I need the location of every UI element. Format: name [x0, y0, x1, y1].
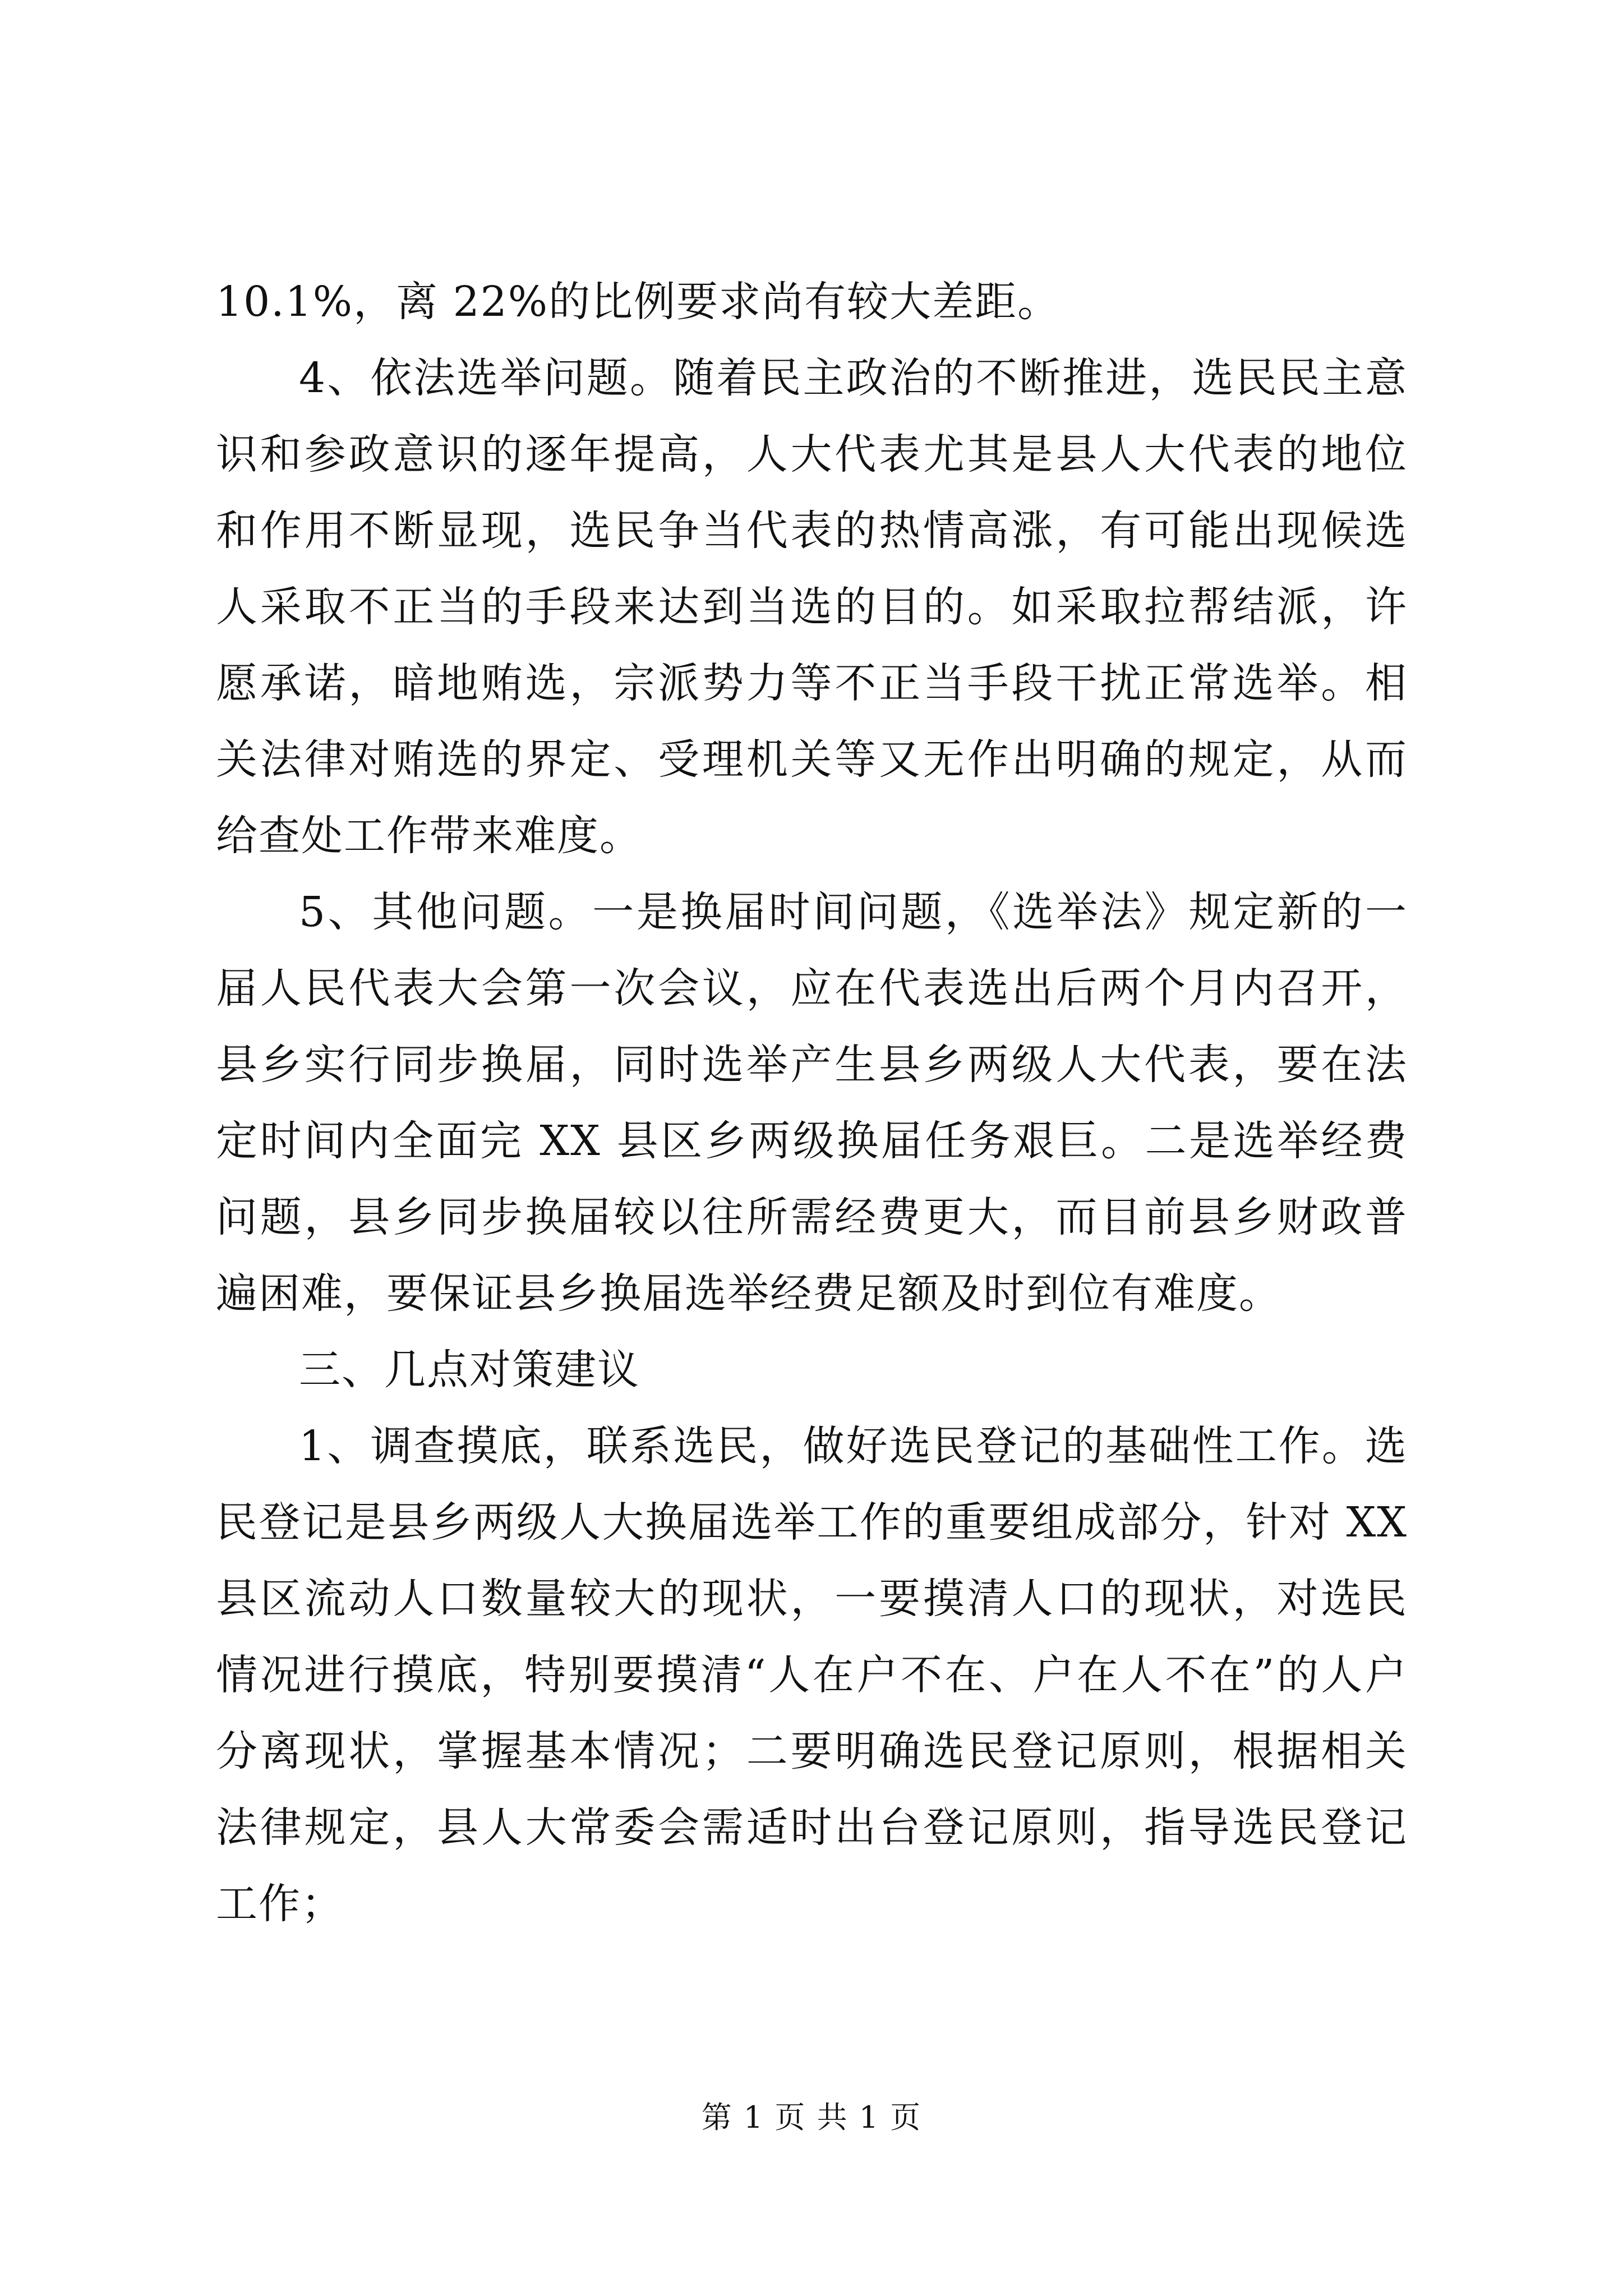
paragraph-other-issues: 5、其他问题。一是换届时间问题，《选举法》规定新的一届人民代表大会第一次会议，应在代表选出后两个月内召开，县乡实行同步换届，同时选举产生县乡两级人大代表，要在法定时间内全面完 XX 县区乡两级换届任务艰巨。二是选举经费问题，县乡同步换届较以往所需经费更大，而目前县乡财政普遍困难，要保证县乡换届选举经费足额及时到位有难度。 [216, 888, 1408, 1318]
paragraph-continuation: 10.1%，离 22%的比例要求尚有较大差距。 [216, 278, 1061, 326]
paragraph-voter-registration: 1、调查摸底，联系选民，做好选民登记的基础性工作。选民登记是县乡两级人大换届选举工作的重要组成部分，针对 XX 县区流动人口数量较大的现状，一要摸清人口的现状，对选民情况进行摸底，特别要摸清“人在户不在、户在人不在”的人户分离现状，掌握基本情况；二要明确选民登记原则，根据相关法律规定，县人大常委会需适时出台登记原则，指导选民登记工作； [216, 1422, 1408, 1928]
section-heading-suggestions: 三、几点对策建议 [299, 1346, 640, 1394]
page-footer [0, 2098, 1623, 2137]
document-body [216, 264, 1408, 1942]
paragraph-election-law-issue: 4、依法选举问题。随着民主政治的不断推进，选民民主意识和参政意识的逐年提高，人大代表尤其是县人大代表的地位和作用不断显现，选民争当代表的热情高涨，有可能出现候选人采取不正当的手段来达到当选的目的。如采取拉帮结派，许愿承诺，暗地贿选，宗派势力等不正当手段干扰正常选举。相关法律对贿选的界定、受理机关等又无作出明确的规定，从而给查处工作带来难度。 [216, 354, 1408, 860]
page-number-label: 第 1 页 共 1 页 [701, 2100, 922, 2135]
